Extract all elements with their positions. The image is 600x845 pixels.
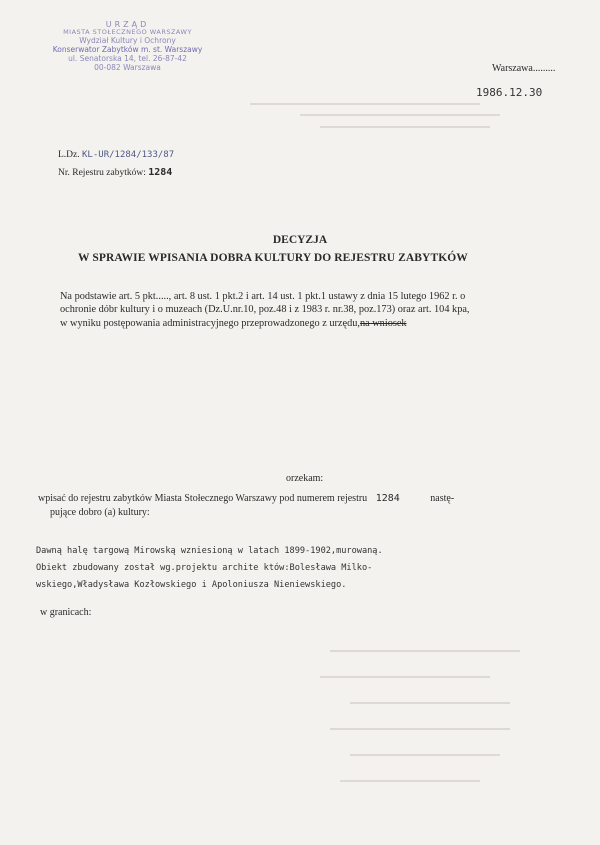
description-line: Obiekt zbudowany został wg.projektu archite któw:Bolesława Milko- [36, 563, 373, 573]
description-line: wskiego,Władysława Kozłowskiego i Apoloniusza Nieniewskiego. [36, 580, 347, 590]
bleed-through-line [350, 754, 500, 756]
stamp-line: Konserwator Zabytków m. st. Warszawy [52, 44, 203, 54]
entry-clause [38, 492, 454, 520]
legal-basis-text: w wyniku postępowania administracyjnego przeprowadzonego z urzędu, [60, 317, 360, 329]
legal-basis-line [60, 317, 580, 330]
orzekam-heading: orzekam: [286, 473, 324, 484]
register-label: Nr. Rejestru zabytków: [58, 168, 146, 178]
legal-basis-line: Na podstawie art. 5 pkt....., art. 8 ust. 1 pkt.2 i art. 14 ust. 1 pkt.1 ustawy z dnia 15 lutego 1962 r. o [60, 291, 466, 302]
object-description [36, 543, 383, 594]
bleed-through-line [340, 780, 480, 782]
stamp-line: Wydział Kultury i Ochrony [79, 36, 176, 46]
stamp-line: URZĄD [105, 20, 150, 29]
bleed-through-line [330, 728, 510, 730]
description-line: Dawną halę targową Mirowską wzniesioną w latach 1899-1902,murowaną. [36, 546, 383, 556]
entry-register-number: 1284 [375, 493, 400, 504]
bleed-through-line [300, 114, 500, 116]
bleed-through-line [350, 702, 510, 704]
office-stamp [40, 20, 215, 72]
bleed-through-line [320, 676, 490, 678]
bleed-through-line [320, 126, 490, 128]
ldz-reference [58, 150, 174, 160]
place-field: Warszawa......... [492, 63, 556, 74]
bleed-through-line [330, 650, 520, 652]
bounds-label: w granicach: [40, 607, 92, 618]
document-subtitle: W SPRAWIE WPISANIA DOBRA KULTURY DO REJESTRU ZABYTKÓW [78, 252, 468, 264]
entry-text: wpisać do rejestru zabytków Miasta Stołecznego Warszawy pod numerem rejestru [38, 493, 368, 504]
legal-basis-line: ochronie dóbr kultury i o muzeach (Dz.U.nr.10, poz.48 i z 1983 r. nr.38, poz.173) oraz art. 104 kpa, [60, 304, 470, 316]
entry-line [38, 492, 454, 506]
bleed-through-line [250, 103, 480, 105]
stamp-line: MIASTA STOŁECZNEGO WARSZAWY [63, 28, 192, 37]
ldz-label: L.Dz. [58, 150, 80, 160]
ldz-value: KL-UR/1284/133/87 [82, 150, 175, 160]
register-number: 1284 [148, 167, 173, 178]
stamp-line: 00-082 Warszawa [94, 62, 161, 72]
issue-date: 1986.12.30 [476, 86, 543, 99]
document-title: DECYZJA [272, 234, 328, 246]
legal-basis-paragraph [60, 290, 580, 330]
entry-line-2: pujące dobro (a) kultury: [50, 507, 150, 518]
struck-text: na wniosek [359, 317, 407, 329]
entry-continuation: nastę- [430, 493, 455, 504]
register-reference [58, 167, 172, 178]
stamp-line: ul. Senatorska 14, tel. 26-87-42 [68, 53, 187, 63]
